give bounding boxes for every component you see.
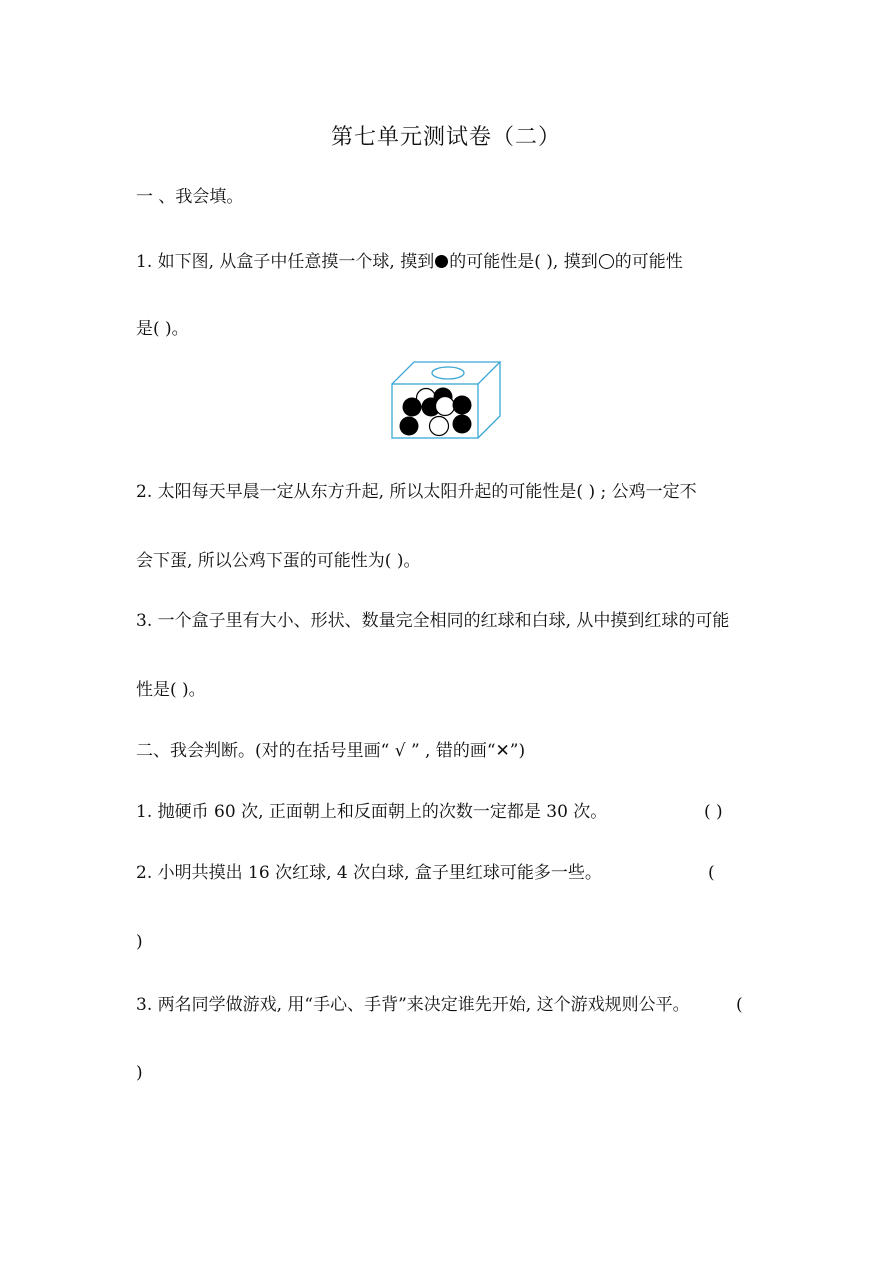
black-ball-icon: [435, 255, 448, 268]
white-ball: [436, 397, 455, 416]
judge-question-2: 2. 小明共摸出 16 次红球, 4 次白球, 盒子里红球可能多一些。: [136, 863, 602, 883]
fill-question-1-line-1: [136, 251, 683, 273]
judge-answer-slot-2-open[interactable]: (: [708, 863, 715, 883]
fill-question-3-line-2: 性是( )。: [136, 680, 206, 700]
q1-text-c: 的可能性: [614, 252, 683, 272]
fill-question-1-line-2: 是( )。: [136, 319, 189, 339]
page-title: 第七单元测试卷（二）: [330, 125, 561, 150]
q1-text-a: 1. 如下图, 从盒子中任意摸一个球, 摸到: [136, 252, 435, 272]
judge-answer-slot-2-close: ): [136, 932, 143, 952]
section-heading-fill: 一 、我会填。: [136, 187, 244, 207]
black-ball: [453, 396, 472, 415]
ball-box-figure: [388, 358, 504, 442]
fill-question-2-line-1: 2. 太阳每天早晨一定从东方升起, 所以太阳升起的可能性是( ) ; 公鸡一定不: [136, 482, 697, 502]
white-ball-icon: [599, 254, 614, 269]
box-top-face: [392, 362, 500, 384]
judge-question-1: 1. 抛硬币 60 次, 正面朝上和反面朝上的次数一定都是 30 次。: [136, 802, 608, 822]
judge-answer-slot-3-close: ): [136, 1063, 143, 1083]
q1-text-b: 的可能性是( ), 摸到: [449, 252, 598, 272]
black-ball: [403, 398, 422, 417]
judge-question-3: 3. 两名同学做游戏, 用“手心、手背”来决定谁先开始, 这个游戏规则公平。: [136, 995, 690, 1015]
black-ball: [400, 417, 419, 436]
judge-answer-slot-3-open[interactable]: (: [736, 995, 743, 1015]
black-ball: [453, 415, 472, 434]
box-opening: [432, 367, 464, 379]
section-heading-judge: 二、我会判断。(对的在括号里画“ √ ” , 错的画“✕”): [136, 741, 526, 761]
fill-question-2-line-2: 会下蛋, 所以公鸡下蛋的可能性为( )。: [136, 551, 421, 571]
white-ball: [430, 417, 449, 436]
fill-question-3-line-1: 3. 一个盒子里有大小、形状、数量完全相同的红球和白球, 从中摸到红球的可能: [136, 611, 730, 631]
judge-answer-slot-1[interactable]: ( ): [704, 802, 723, 822]
